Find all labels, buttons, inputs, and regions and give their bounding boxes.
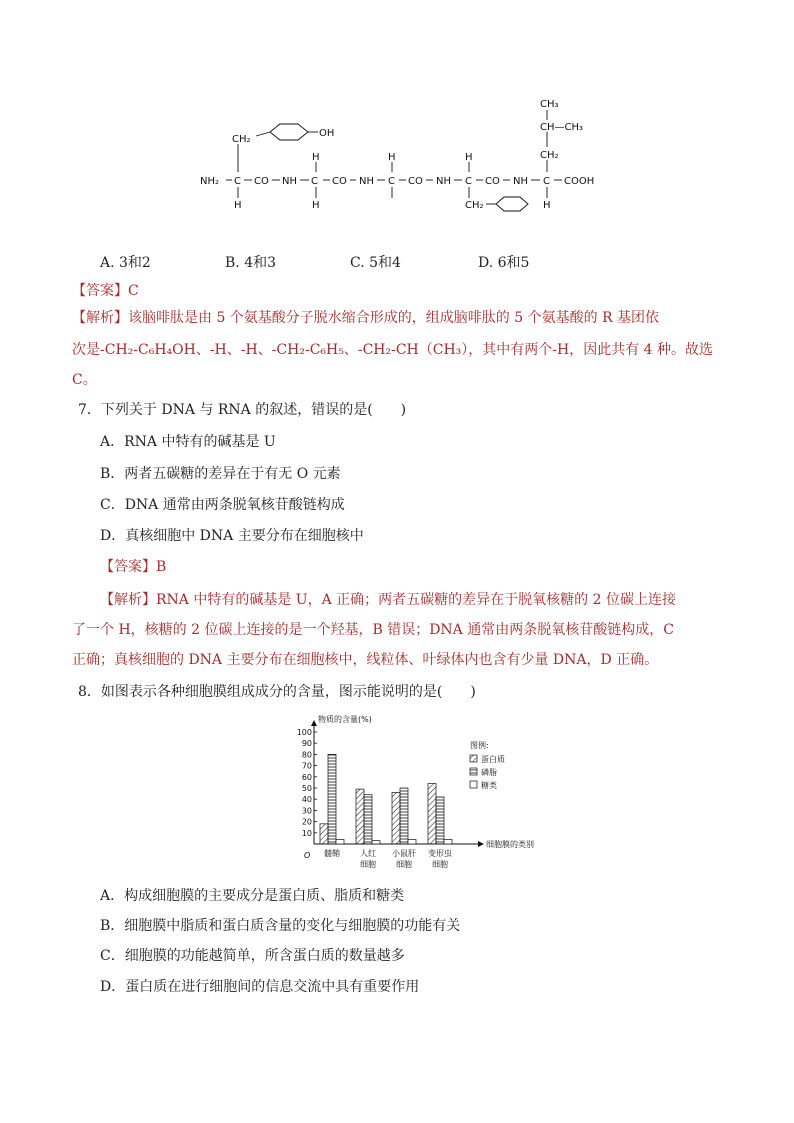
y-axis-arrow <box>311 720 317 726</box>
mol-label: CO <box>485 176 500 187</box>
analysis-tag: 【解析】 <box>100 592 156 608</box>
q7-stem: 7．下列关于 DNA 与 RNA 的叙述，错误的是( ) <box>78 402 407 418</box>
bar-diag <box>356 789 364 844</box>
legend-entry: 蛋白质 <box>481 755 505 764</box>
y-tick-label: 60 <box>301 772 312 782</box>
legend-entry: 糖类 <box>481 781 497 790</box>
analysis-text: RNA 中特有的碱基是 U，A 正确；两者五碳糖的差异在于脱氧核糖的 2 位碳上连接 <box>156 592 676 608</box>
mol-label: COOH <box>564 176 595 187</box>
mol-label: CO <box>408 176 423 187</box>
mol-label: CO <box>332 176 347 187</box>
mol-label: CH₃ <box>540 99 559 110</box>
mol-label: CH—CH₃ <box>540 122 584 133</box>
category-label: 细胞 <box>396 860 412 869</box>
mol-label: C <box>311 176 318 187</box>
mol-label: C <box>465 176 472 187</box>
answer-tag: 【答案】 <box>72 283 128 299</box>
origin-label: O <box>304 851 311 860</box>
mol-label: CH₂ <box>465 200 484 211</box>
q8-option-c: C．细胞膜的功能越简单，所含蛋白质的数量越多 <box>100 948 405 964</box>
mol-label: NH₂ <box>200 176 220 187</box>
y-axis-label: 物质的含量(%) <box>318 715 372 724</box>
legend-swatch <box>470 768 477 775</box>
y-tick-label: 70 <box>301 761 312 771</box>
bar-horiz <box>436 797 444 844</box>
membrane-composition-chart <box>290 712 540 874</box>
bar-diag <box>392 792 400 844</box>
category-label: 变形虫 <box>428 849 452 858</box>
bar-diag <box>428 784 436 844</box>
y-tick-label: 90 <box>301 739 312 749</box>
legend-swatch <box>470 781 477 788</box>
bar-horiz <box>400 788 408 844</box>
mol-label: CO <box>254 176 269 187</box>
legend-title: 图例: <box>470 741 489 750</box>
q8-stem: 8．如图表示各种细胞膜组成成分的含量，图示能说明的是( ) <box>78 684 476 700</box>
bar-empty <box>408 840 416 844</box>
mol-label: OH <box>319 128 335 139</box>
q6-option-b: B. 4和3 <box>225 255 277 271</box>
bar-empty <box>444 840 452 844</box>
q6-analysis-line-1 <box>72 308 659 328</box>
q7-option-c: C．DNA 通常由两条脱氧核苷酸链构成 <box>100 497 345 513</box>
q6-analysis-line-2: 次是-CH₂-C₆H₄OH、-H、-H、-CH₂-C₆H₅、-CH₂-CH（CH₃），其中有两个-H，因此共有 4 种。故选 <box>72 342 714 358</box>
category-label: 人红 <box>360 849 376 858</box>
y-tick-label: 10 <box>301 828 312 838</box>
q7-option-a: A．RNA 中特有的碱基是 U <box>100 434 276 450</box>
q6-answer <box>72 281 139 301</box>
mol-label: H <box>234 200 242 211</box>
y-tick-label: 80 <box>301 750 312 760</box>
answer-value: C <box>128 283 139 299</box>
bar-empty <box>372 841 380 844</box>
category-label: 小鼠肝 <box>392 849 416 858</box>
enkephalin-structure <box>190 92 610 217</box>
y-tick-label: 50 <box>301 784 312 793</box>
mol-label: C <box>388 176 395 187</box>
y-tick-label: 40 <box>301 795 312 805</box>
q7-option-b: B．两者五碳糖的差异在于有无 O 元素 <box>100 466 341 482</box>
mol-label: H <box>312 200 320 211</box>
category-label: 细胞 <box>360 860 376 869</box>
mol-label: CH₂ <box>540 150 559 161</box>
mol-label: CH₂ <box>232 134 251 145</box>
x-axis-label: 细胞膜的类别 <box>486 840 534 849</box>
y-tick-label: 100 <box>296 728 312 737</box>
legend-entry: 磷脂 <box>481 768 497 777</box>
y-tick-label: 30 <box>301 806 312 816</box>
q7-analysis-line-2: 了一个 H，核糖的 2 位碳上连接的是一个羟基，B 错误；DNA 通常由两条脱氧核苷酸链构成，C <box>72 622 674 638</box>
mol-label: NH <box>359 176 374 187</box>
answer-value: B <box>156 559 167 575</box>
y-tick-label: 20 <box>301 817 312 827</box>
analysis-tag: 【解析】 <box>72 310 128 326</box>
bar-empty <box>336 840 344 844</box>
q8-option-b: B．细胞膜中脂质和蛋白质含量的变化与细胞膜的功能有关 <box>100 918 461 934</box>
q7-answer <box>100 557 166 577</box>
q6-option-a: A. 3和2 <box>100 255 151 271</box>
mol-label: C <box>234 176 241 187</box>
answer-tag: 【答案】 <box>100 559 156 575</box>
bar-diag <box>320 824 328 844</box>
mol-label: NH <box>513 176 528 187</box>
mol-label: H <box>543 200 551 211</box>
mol-label: C <box>543 176 550 187</box>
mol-label: H <box>465 152 473 163</box>
q6-option-c: C. 5和4 <box>350 255 401 271</box>
q7-analysis-line-3: 正确；真核细胞的 DNA 主要分布在细胞核中，线粒体、叶绿体内也含有少量 DNA，D 正确。 <box>72 652 659 668</box>
q6-analysis-line-3: C。 <box>72 372 97 388</box>
q8-option-d: D．蛋白质在进行细胞间的信息交流中具有重要作用 <box>100 979 420 995</box>
x-axis-arrow <box>478 841 484 847</box>
q7-analysis-line-1 <box>100 590 676 610</box>
q8-option-a: A．构成细胞膜的主要成分是蛋白质、脂质和糖类 <box>100 888 405 904</box>
q6-option-d: D. 6和5 <box>478 255 530 271</box>
category-label: 髓鞘 <box>324 849 340 858</box>
mol-label: H <box>388 152 396 163</box>
legend-swatch <box>470 755 477 762</box>
bar-horiz <box>328 754 336 844</box>
mol-label: NH <box>282 176 297 187</box>
bar-horiz <box>364 795 372 844</box>
analysis-text: 该脑啡肽是由 5 个氨基酸分子脱水缩合形成的，组成脑啡肽的 5 个氨基酸的 R 基团依 <box>128 310 660 326</box>
q7-option-d: D．真核细胞中 DNA 主要分布在细胞核中 <box>100 528 364 544</box>
mol-label: NH <box>436 176 451 187</box>
mol-label: H <box>312 152 320 163</box>
category-label: 细胞 <box>432 860 448 869</box>
